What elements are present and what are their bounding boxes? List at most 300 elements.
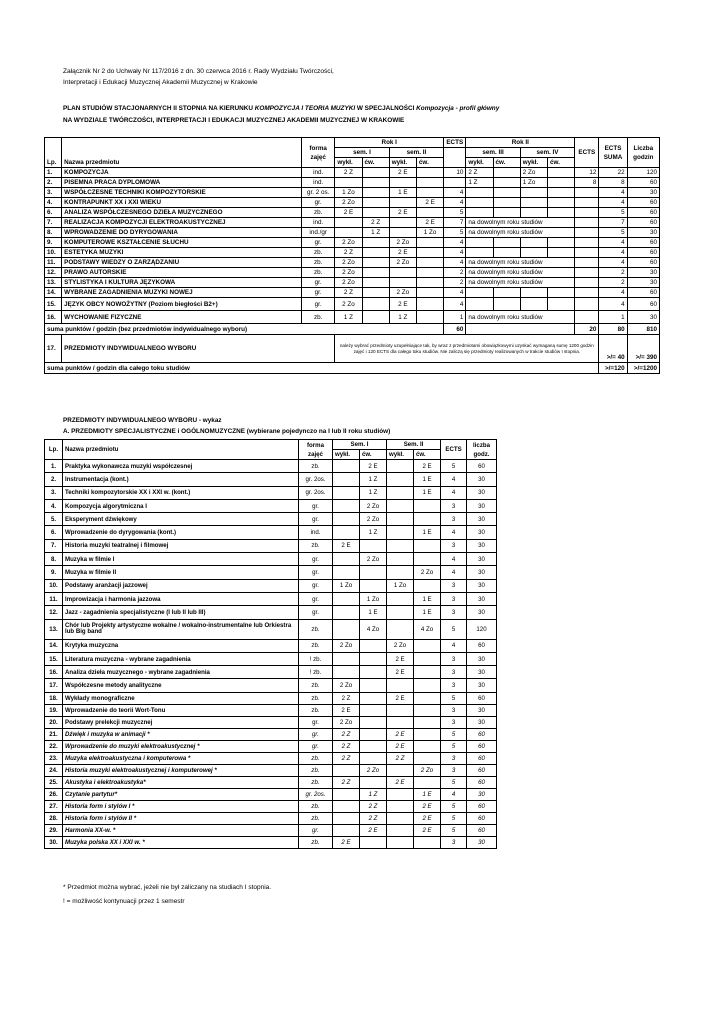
row-cell [416,248,443,258]
row-hours: 60 [467,776,497,788]
row-lp: 12. [45,606,63,619]
row-cell: 2 E [416,198,443,208]
el-header-cw: ćw. [360,450,387,460]
list-item [45,592,497,605]
row-lp: 14. [45,639,63,652]
row-lp: 1. [45,168,62,178]
row-lp: 12. [45,268,62,278]
row-cell: 1 E [360,606,387,619]
row-ects: 5 [441,740,467,752]
row-forma: gr. [299,606,333,619]
row-hours: 30 [627,268,659,278]
row-ects-suma: 5 [599,208,627,218]
row-forma: gr. [302,278,335,288]
row-name: REALIZACJA KOMPOZYCJI ELEKTROAKUSTYCZNEJ [62,218,302,228]
list-item [45,679,497,692]
row-cell [333,486,360,499]
row-cell [416,258,443,268]
row-ects-suma: 4 [599,238,627,248]
elective-row [45,335,660,363]
row-forma: gr. [299,579,333,592]
row-lp: 14. [45,288,62,298]
elective-table [44,439,497,849]
row-cell [493,208,520,218]
row-cell [414,740,441,752]
title-part-b: KOMPOZYCJA I TEORIA MUZYKI [254,105,356,112]
row-forma: gr. [299,499,333,512]
sum-ects-suma: 80 [599,324,627,335]
header-cw: ćw. [416,158,443,168]
row-lp: 6. [45,208,62,218]
list-item [45,473,497,486]
row-cell [387,526,414,539]
row-hours: 60 [467,692,497,704]
row-cell: 1 Z [360,788,387,800]
table-row [45,288,660,298]
sum-ects-rok1: 60 [444,324,466,335]
row-hours: 30 [467,566,497,579]
list-item [45,579,497,592]
row-ects: 3 [441,513,467,526]
row-note: na dowolnym roku studiów [466,258,575,268]
row-cell: 2 Z [362,218,389,228]
row-ects: 3 [441,499,467,512]
row-cell [493,168,520,178]
row-cell: 2 Zo [335,278,362,288]
row-name: WYBRANE ZAGADNIENIA MUZYKI NOWEJ [62,288,302,298]
row-name: Chór lub Projekty artystyczne wokalne / wokalno-instrumentalne lub Orkiestra lub Big band [63,619,299,639]
row-lp: 10. [45,248,62,258]
row-forma: gr. [299,824,333,836]
row-hours: 30 [467,704,497,716]
row-hours: 60 [467,752,497,764]
row-lp: 2. [45,178,62,188]
row-name: JĘZYK OBCY NOWOŻYTNY (Poziom biegłości B2+) [62,298,302,311]
row-lp: 19. [45,704,63,716]
row-forma: gr. [299,740,333,752]
row-hours: 30 [467,679,497,692]
row-hours: 30 [467,486,497,499]
row-cell [466,238,493,248]
row-cell [493,188,520,198]
row-cell [360,566,387,579]
row-name: ESTETYKA MUZYKI [62,248,302,258]
list-item [45,836,497,848]
row-forma: zb. [299,800,333,812]
row-lp: 4. [45,499,63,512]
row-cell: 2 Zo [335,268,362,278]
row-cell [414,752,441,764]
header-liczba: Liczba godzin [627,138,659,168]
row-lp: 22. [45,740,63,752]
row-forma: gr. 2os. [299,486,333,499]
row-cell [387,566,414,579]
row-cell [387,460,414,473]
row-ects: 3 [441,764,467,776]
table-row [45,198,660,208]
row-cell [416,178,443,188]
row-cell [547,238,574,248]
row-name: Wprowadzenie do muzyki elektroakustycznej * [63,740,299,752]
row-ects-rok1: 4 [444,198,466,208]
row-cell [414,499,441,512]
row-cell [333,566,360,579]
header-lp: Lp. [45,138,62,168]
row-ects-suma: 2 [599,278,627,288]
sum-hours: 810 [627,324,659,335]
row-cell [333,553,360,566]
row-cell: 2 Zo [389,238,416,248]
row-cell [493,178,520,188]
list-item [45,740,497,752]
row-cell [547,288,574,298]
row-cell [414,704,441,716]
row-name: Dźwięk i muzyka w animacji * [63,728,299,740]
row-ects: 5 [441,692,467,704]
header-rok1: Rok I [335,138,444,148]
row-forma: gr. [299,566,333,579]
row-lp: 23. [45,752,63,764]
row-ects-rok1: 5 [444,208,466,218]
table-row [45,278,660,288]
row-cell: 2 Zo [520,168,547,178]
row-forma: zb. [302,258,335,268]
row-lp: 20. [45,716,63,728]
el-header-liczba: liczba godz. [467,440,497,460]
row-cell: 2 Z [333,728,360,740]
row-hours: 60 [627,198,659,208]
row-hours: 30 [627,188,659,198]
row-cell [389,228,416,238]
row-cell: 2 Zo [335,298,362,311]
row-cell: 2 E [387,776,414,788]
row-cell [466,198,493,208]
row17-hours: >/= 390 [627,335,659,363]
row-cell [333,666,360,679]
row-name: Analiza dzieła muzycznego - wybrane zagadnienia [63,666,299,679]
row-ects: 5 [441,619,467,639]
row-cell: 2 E [416,218,443,228]
row-cell [360,728,387,740]
row-cell [333,473,360,486]
row-ects-suma: 22 [599,168,627,178]
list-item [45,666,497,679]
row-lp: 1. [45,460,63,473]
row-name: WYCHOWANIE FIZYCZNE [62,311,302,324]
row-ects: 5 [441,812,467,824]
row-lp: 13. [45,278,62,288]
row-forma: zb. [299,639,333,652]
row-cell: 1 Z [335,311,362,324]
row-cell: 2 E [414,460,441,473]
row-forma: gr. [302,198,335,208]
row-cell [362,298,389,311]
row-cell [335,218,362,228]
row-cell [360,716,387,728]
row-cell: 2 Z [333,740,360,752]
row-cell [387,812,414,824]
row-ects-rok1: 4 [444,298,466,311]
row-ects-suma: 5 [599,228,627,238]
row-cell [416,208,443,218]
row-cell: 2 Zo [360,513,387,526]
el-header-sem1: Sem. I [333,440,387,450]
header-ects-1: ECTS [444,138,466,148]
row-name: Czytanie partytur* [63,788,299,800]
row-cell [520,238,547,248]
row-cell: 2 Zo [387,639,414,652]
list-item [45,499,497,512]
row-cell [387,592,414,605]
row-ects: 4 [441,788,467,800]
row-cell [362,258,389,268]
row-forma: ind./gr [302,228,335,238]
list-item [45,513,497,526]
row-cell: 2 E [333,539,360,552]
list-item [45,539,497,552]
row-ects: 3 [441,666,467,679]
row-ects-rok1: 5 [444,228,466,238]
row-cell: 1 E [389,188,416,198]
row-hours: 60 [467,812,497,824]
row-name: Historia form i stylów II * [63,812,299,824]
row-hours: 60 [467,460,497,473]
row-cell [387,553,414,566]
row-cell: 2 E [387,666,414,679]
row-hours: 30 [467,592,497,605]
row-name: ANALIZA WSPÓŁCZESNEGO DZIEŁA MUZYCZNEGO [62,208,302,218]
row-ects-suma: 4 [599,288,627,298]
row-forma: zb. [302,311,335,324]
elective-heading: PRZEDMIOTY INDYWIDUALNEGO WYBORU - wykaz [63,417,222,424]
row-hours: 60 [627,288,659,298]
row-cell [520,298,547,311]
row-hours: 30 [467,473,497,486]
row-cell: 2 E [414,812,441,824]
header-sem1: sem. I [335,148,389,158]
row-lp: 17. [45,679,63,692]
row-cell [416,278,443,288]
header-line-1: Załącznik Nr 2 do Uchwały Nr 117/2016 z dn. 30 czerwca 2016 r. Rady Wydziału Twórczości, [63,68,334,75]
row-cell [466,188,493,198]
row-ects-rok1: 2 [444,268,466,278]
row-cell [414,553,441,566]
row-hours: 30 [467,499,497,512]
list-item [45,788,497,800]
row-name: Harmonia XX-w. * [63,824,299,836]
list-item [45,776,497,788]
row-cell [360,666,387,679]
row-hours: 30 [627,228,659,238]
row-hours: 60 [467,639,497,652]
row-cell [360,579,387,592]
row-cell [333,800,360,812]
row-cell [547,198,574,208]
row-name: Muzyka polska XX i XXI w. * [63,836,299,848]
header-line-2: Interpretacji i Edukacji Muzycznej Akademii Muzycznej w Krakowie [63,79,258,86]
row-lp: 6. [45,526,63,539]
row-cell: 2 E [387,740,414,752]
row-cell: 2 Zo [333,639,360,652]
row-cell [414,652,441,665]
row-ects: 3 [441,716,467,728]
row-hours: 120 [467,619,497,639]
row-note: na dowolnym roku studiów [466,311,575,324]
list-item [45,566,497,579]
row-cell: 2 E [387,652,414,665]
row-lp: 15. [45,652,63,665]
row-cell [414,776,441,788]
list-item [45,639,497,652]
sum-gap [466,324,575,335]
row-name: Jazz - zagadnienia specjalistyczne (I lub II lub III) [63,606,299,619]
row-lp: 25. [45,776,63,788]
sum-ects-rok2: 20 [575,324,599,335]
row-ects-rok2 [575,248,599,258]
title-part-c: W SPECJALNOŚCI [355,105,417,112]
row-lp: 2. [45,473,63,486]
row-cell [414,728,441,740]
row-lp: 17. [45,335,62,363]
row-lp: 9. [45,566,63,579]
row-cell: 2 Zo [333,716,360,728]
row-cell [416,298,443,311]
row-lp: 7. [45,539,63,552]
row-cell: 2 E [389,298,416,311]
row-ects: 3 [441,704,467,716]
row-cell [547,298,574,311]
row-cell: 2 Z [333,776,360,788]
row-cell [493,288,520,298]
row-cell: 2 Zo [360,553,387,566]
total-label: suma punktów / godzin dla całego toku studiów [45,363,599,374]
row-name: Wykłady monograficzne [63,692,299,704]
row-cell [493,198,520,208]
row-cell [362,208,389,218]
row-cell: 2 Z [333,692,360,704]
row-ects: 3 [441,539,467,552]
row-cell: 2 Z [360,800,387,812]
row-cell [387,539,414,552]
row-cell: 1 Z [360,473,387,486]
row-cell [414,679,441,692]
row-hours: 30 [467,716,497,728]
row-forma: gr. [302,238,335,248]
row-cell [414,639,441,652]
elective-note: należy wybrać przedmioty uzupełniające tak, by wraz z przedmiotami obowiązkowymi uzyskać wymaganą sumę 1200 godzin zajęć i 120 ECTS dla całego toku studiów. Nie zaliczą się przedmioty realizowanych w trakcie studiów I stopnia. [335,335,599,363]
row-cell [387,619,414,639]
row-cell [387,679,414,692]
row-name: Kompozycja algorytmiczna I [63,499,299,512]
row-cell: 2 Z [466,168,493,178]
row-name: Muzyka w filmie II [63,566,299,579]
row-ects: 3 [441,752,467,764]
row-cell [389,218,416,228]
row-cell [493,298,520,311]
row-cell [360,539,387,552]
row-cell: 1 Zo [360,592,387,605]
row-cell [416,268,443,278]
row-cell: 2 E [389,168,416,178]
row-cell [389,278,416,288]
row-ects-rok2 [575,288,599,298]
row-cell [333,460,360,473]
header-sem4: sem. IV [520,148,574,158]
row-ects-suma: 1 [599,311,627,324]
row-cell [362,188,389,198]
table-row [45,178,660,188]
row-forma: gr. [299,716,333,728]
row-lp: 8. [45,228,62,238]
header-cw: ćw. [493,158,520,168]
row-cell [416,238,443,248]
row-note: na dowolnym roku studiów [466,228,575,238]
row-ects-rok2 [575,298,599,311]
row-cell [387,606,414,619]
row-cell [466,248,493,258]
list-item [45,752,497,764]
row-ects-rok1: 4 [444,248,466,258]
row-cell: 1 E [414,526,441,539]
row-name: Historia form i stylów I * [63,800,299,812]
row-name: KOMPOZYCJA [62,168,302,178]
table-row [45,311,660,324]
total-suma: >/=120 [599,363,627,374]
row-forma: zb. [299,764,333,776]
row-name: PRAWO AUTORSKIE [62,268,302,278]
row-lp: 21. [45,728,63,740]
row-forma: zb. [302,268,335,278]
row-cell [387,824,414,836]
sum-label: suma punktów / godzin (bez przedmiotów indywidualnego wyboru) [45,324,444,335]
row-forma: zb. [299,704,333,716]
row-forma: gr. 2 os. [302,188,335,198]
row-cell [362,268,389,278]
table-row [45,218,660,228]
row-ects-suma: 7 [599,218,627,228]
row-ects-suma: 4 [599,298,627,311]
row-cell: 2 E [414,800,441,812]
row-lp: 29. [45,824,63,836]
header-rok2: Rok II [466,138,575,148]
row-cell [333,788,360,800]
row-name: Literatura muzyczna - wybrane zagadnienia [63,652,299,665]
row-cell [360,692,387,704]
header-wykl: wykł. [520,158,547,168]
row-ects-rok1: 2 [444,278,466,288]
el-header-sem2: Sem. II [387,440,441,450]
row-cell: 2 Z [360,812,387,824]
row-cell [493,248,520,258]
row-cell [466,288,493,298]
row-cell [360,836,387,848]
row-ects-rok1: 10 [444,168,466,178]
list-item [45,824,497,836]
row-cell [493,238,520,248]
row-hours: 30 [467,606,497,619]
row-ects-rok2 [575,258,599,268]
row-ects-rok2 [575,188,599,198]
row-ects: 4 [441,526,467,539]
row-cell [414,579,441,592]
row-cell [333,526,360,539]
row-cell [547,178,574,188]
row-cell [520,288,547,298]
row-forma: zb. [299,692,333,704]
table-row [45,168,660,178]
title-part-a: PLAN STUDIÓW STACJONARNYCH II STOPNIA NA KIERUNKU [63,105,255,112]
row-cell: 2 Z [333,752,360,764]
